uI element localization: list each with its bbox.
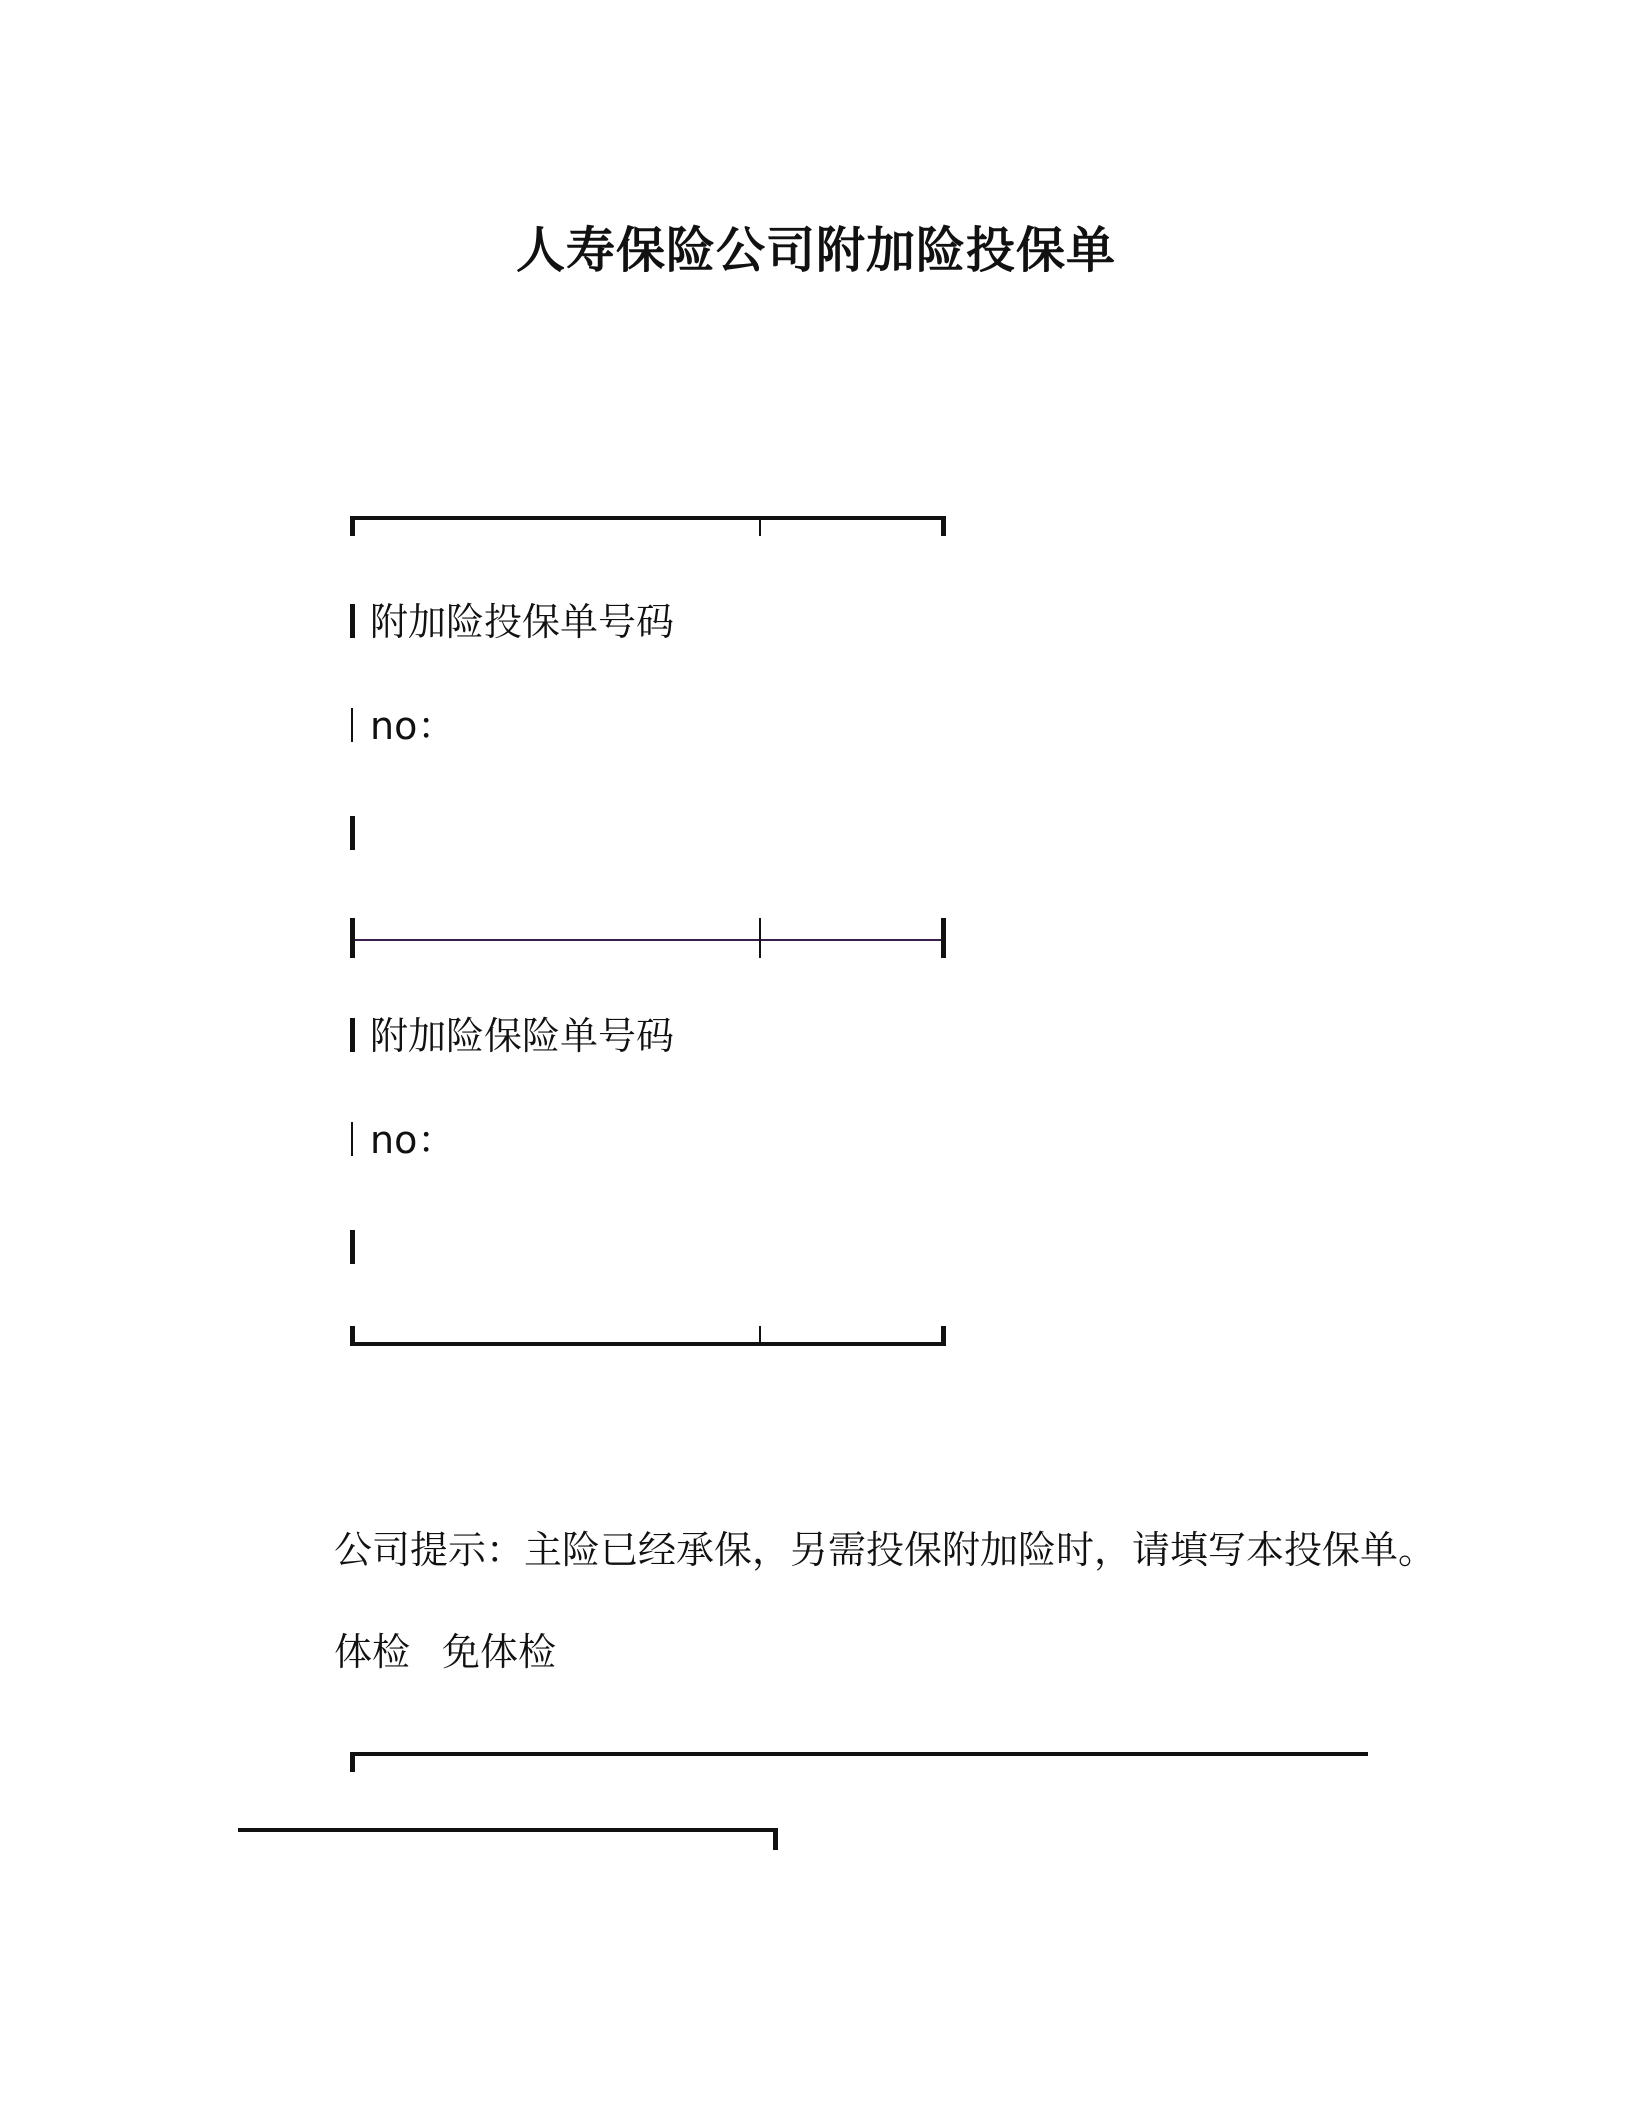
box-bottom-border: [350, 1342, 946, 1346]
option-exam-exempt[interactable]: 免体检: [442, 1630, 557, 1674]
box-mid-right-tick: [941, 918, 946, 958]
row-marker: [351, 1122, 353, 1156]
box-bottom-right-tick: [941, 1326, 946, 1346]
section-top-border: [350, 1752, 1368, 1756]
box-top-border: [350, 516, 946, 520]
company-notice: 公司提示：主险已经承保，另需投保附加险时，请填写本投保单。: [334, 1528, 1437, 1572]
page-title: 人寿保险公司附加险投保单: [515, 222, 1116, 279]
policy-no-label: 附加险保险单号码: [370, 1014, 675, 1058]
box-top-right-tick: [941, 516, 946, 536]
policy-no-field[interactable]: no：: [370, 1118, 456, 1162]
application-no-label: 附加险投保单号码: [370, 600, 675, 644]
row-marker: [350, 604, 355, 638]
section-bottom-line: [238, 1828, 778, 1832]
box-top-mid-tick: [759, 516, 761, 536]
box-top-left-tick: [350, 516, 355, 536]
section-bottom-right-tick: [773, 1828, 778, 1850]
box-bottom-mid-tick: [759, 1326, 761, 1346]
application-no-field[interactable]: no：: [370, 704, 456, 748]
box-middle-divider: [352, 939, 944, 941]
option-physical-exam[interactable]: 体检: [334, 1630, 411, 1674]
section-top-left-tick: [350, 1752, 355, 1772]
box-bottom-left-tick: [350, 1326, 355, 1346]
row-marker: [350, 816, 355, 850]
row-marker: [350, 1018, 355, 1052]
row-marker: [350, 1230, 355, 1264]
box-mid-left-tick: [350, 918, 355, 958]
row-marker: [351, 708, 353, 742]
box-mid-center-tick: [759, 918, 761, 958]
